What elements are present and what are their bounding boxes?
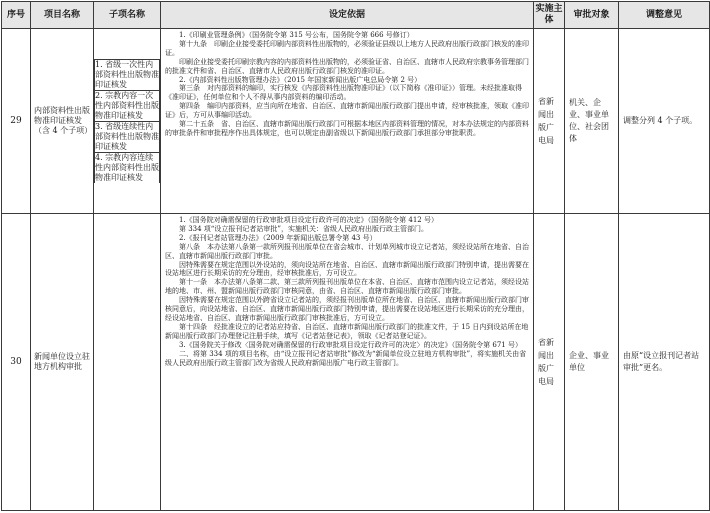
approval-items-table	[1, 1, 710, 511]
basis-paragraph: 第 334 项“设立报刊记者站审批”，实施机关：省级人民政府出版行政主管部门。	[179, 224, 428, 233]
subitem-list	[94, 59, 160, 183]
header-approval-target: 审批对象	[565, 2, 619, 29]
subitem-cell	[94, 29, 161, 214]
table-row	[2, 29, 710, 214]
basis-paragraph: 第十四条 经批准设立的记者站应持省、自治区、直辖市新闻出版行政部门的批准文件，于 15 日内到设站所在地新闻出版行政部门办理登记注册手续，填写《记者站登记表》，领取《记者站登记证》。	[165, 322, 529, 340]
table-row	[2, 214, 710, 511]
basis-paragraph: 第四条 编印内部资料，应当向所在地省、自治区、直辖市新闻出版行政部门提出申请，经审核批准，领取《准印证》后，方可从事编印活动。	[165, 102, 529, 120]
header-number: 序号	[2, 2, 31, 29]
subitem-cell-empty	[94, 214, 161, 511]
basis-paragraph: 因特殊需要在规定范围以外跨省设立记者站的，须经报刊出版单位所在地省、自治区、直辖市新闻出版行政部门审核同意后，向设站地省、自治区、直辖市新闻出版行政部门特别申请，提出需要在设站地区进行长期采访的充分理由，经设站地省、自治区、直辖市新闻出版行政部门审核批准后，方可设立。	[165, 296, 529, 322]
header-item-name: 项目名称	[31, 2, 94, 29]
implementing-unit: 省新闻出版广电局	[534, 214, 565, 511]
basis-paragraph: 3.《国务院关于修改〈国务院对确需保留的行政审批项目设定行政许可的决定〉的决定》（国务院令第 671 号）	[179, 340, 522, 349]
basis-paragraph: 第十一条 本办法第八条第二款、第三款所列报刊出版单位在本省、自治区、直辖市范围内设立记者站，须经设站地的地、市、州、盟新闻出版行政部门审核同意，由省、自治区、直辖市新闻出版行政部门审批。	[165, 278, 529, 296]
row-number: 30	[2, 214, 31, 511]
legal-basis	[161, 29, 534, 214]
basis-paragraph: 1.《国务院对确需保留的行政审批项目设定行政许可的决定》（国务院令第 412 号）	[179, 216, 438, 224]
subitem: 1. 省级一次性内部资料性出版物准印证核发	[95, 60, 159, 89]
adjustment-opinion: 调整分列 4 个子项。	[619, 29, 710, 214]
basis-paragraph: 二、将第 334 项的项目名称，由“设立报刊记者站审批”修改为“新闻单位设立驻地方机构审批”，将实施机关由省级人民政府出版行政主管部门改为省级人民政府新闻出版广电行政主管部门。	[165, 349, 527, 367]
header-subitem-name: 子项名称	[94, 2, 161, 29]
basis-paragraph: 因特殊需要在规定范围以外设站的，须向设站所在地省、自治区、直辖市新闻出版行政部门特别申请，提出需要在设站地区进行长期采访的充分理由，经审核批准后，方可设立。	[165, 260, 529, 278]
header-basis: 设定依据	[161, 2, 534, 29]
row-number: 29	[2, 29, 31, 214]
subitem: 2. 宗教内容一次性内部资料性出版物准印证核发	[95, 91, 159, 120]
adjustment-opinion: 由原“设立报刊记者站审批”更名。	[619, 214, 710, 511]
basis-paragraph: 2.《报刊记者站管理办法》（2009 年新闻出版总署令第 43 号）	[179, 233, 377, 242]
basis-paragraph: 2.《内部资料性出版物管理办法》（2015 年国家新闻出版广电总局令第 2 号）	[179, 75, 422, 84]
approval-target: 机关、企业、事业单位、社会团体	[565, 29, 619, 214]
header-implementing-unit: 实施主体	[534, 2, 565, 29]
header-adjustment: 调整意见	[619, 2, 710, 29]
basis-paragraph: 第八条 本办法第八条第一款所列报刊出版单位在省会城市、计划单列城市设立记者站，须经设站所在地省、自治区、直辖市新闻出版行政部门审批。	[165, 242, 529, 260]
implementing-unit: 省新闻出版广电局	[534, 29, 565, 214]
approval-target: 企业、事业单位	[565, 214, 619, 511]
item-name: 内部资料性出版物准印证核发（含 4 个子项）	[31, 29, 94, 214]
item-name: 新闻单位设立驻地方机构审批	[31, 214, 94, 511]
legal-basis	[161, 214, 534, 511]
basis-paragraph: 印刷企业接受委托印刷宗教内容的内部资料性出版物的，必须验证省、自治区、直辖市人民政府宗教事务管理部门的批准文件和省、自治区、直辖市人民政府出版行政部门核发的准印证。	[165, 57, 529, 75]
basis-paragraph: 第二十五条 省、自治区、直辖市新闻出版行政部门可根据本地区内部资料管理的情况，对本办法规定的内部资料的审批条件和审批程序作出具体规定，也可以规定由副省级以下新闻出版行政部门承担部分审批职责。	[165, 120, 529, 137]
basis-paragraph: 第十九条 印刷企业接受委托印刷内部资料性出版物的，必须验证县级以上地方人民政府出版行政部门核发的准印证。	[165, 39, 529, 57]
subitem: 3. 省级连续性内部资料性出版物准印证核发	[95, 122, 159, 151]
basis-paragraph: 第三条 对内部资料的编印，实行核发《内部资料性出版物准印证》（以下简称《准印证》）管理。未经批准取得《准印证》，任何单位和个人不得从事内部资料的编印活动。	[165, 84, 522, 102]
subitem: 4. 宗教内容连续性内部资料性出版物准印证核发	[95, 153, 159, 182]
basis-paragraph: 1.《印刷业管理条例》（国务院令第 315 号公布，国务院令第 666 号修订）	[179, 31, 414, 39]
header-row	[2, 2, 710, 29]
